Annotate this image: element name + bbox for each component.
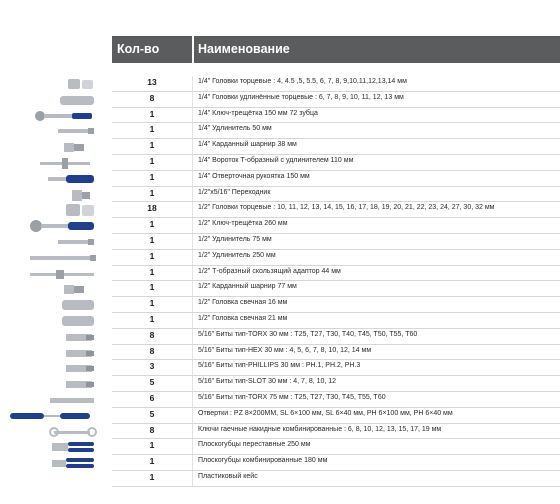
row-name: 1/4" Карданный шарнир 38 мм [198,141,297,149]
table-row [112,329,560,345]
row-name: 1/2" Головки торцевые : 10, 11, 12, 13, 14, 15, 16, 17, 18, 19, 20, 21, 22, 23, 24, 27, 30, 32 мм [198,204,495,212]
row-quantity: 1 [149,282,155,293]
row-name: Плоскогубцы комбинированные 180 мм [198,457,328,465]
table-row [112,424,560,440]
row-name: 1/4" Удлинитель 50 мм [198,125,272,133]
row-divider [192,250,193,265]
screwdrivers-icon [0,408,110,424]
row-divider [192,360,193,375]
combination-wrench-icon [0,424,110,440]
row-name: 5/16" Биты тип-PHILLIPS 30 мм : PH.1, PH.2, PH.3 [198,362,361,370]
row-name: Пластиковый кейс [198,472,258,480]
row-quantity: 1 [149,140,155,151]
row-name: 5/16" Биты тип-TORX 75 мм : T25, T27, T30, T45, T55, T60 [198,393,386,401]
row-divider [192,234,193,249]
row-name: 1/2"x5/16" Переходник [198,188,271,196]
row-quantity: 5 [149,377,155,388]
row-quantity: 8 [149,345,155,356]
row-quantity: 1 [149,124,155,135]
row-quantity: 8 [149,424,155,435]
row-divider [192,92,193,107]
row-name: 1/4" Вороток Т-образный с удлинителем 110 мм [198,156,354,164]
table-row [112,360,560,376]
row-quantity: 1 [149,250,155,261]
row-name: 1/2" Карданный шарнир 77 мм [198,283,297,291]
extension-bar-icon [0,234,110,250]
row-quantity: 1 [149,187,155,198]
table-row [112,139,560,155]
row-divider [192,455,193,470]
table-row [112,123,560,139]
row-name: 1/2" Т-образный скользящий адаптор 44 мм [198,267,341,275]
table-row [112,187,560,203]
row-divider [192,376,193,391]
row-divider [192,471,193,486]
table-row [112,202,560,218]
table-row [112,439,560,455]
ratchet-icon [0,108,110,124]
row-quantity: 1 [149,171,155,182]
table-row [112,471,560,487]
deep-socket-icon [0,92,110,108]
table-row [112,313,560,329]
row-quantity: 3 [149,361,155,372]
row-quantity: 1 [149,440,155,451]
row-divider [192,329,193,344]
row-name: 1/2" Удлинитель 250 мм [198,251,276,259]
table-row [112,108,560,124]
row-quantity: 5 [149,408,155,419]
table-row [112,281,560,297]
row-quantity: 1 [149,155,155,166]
table-row [112,297,560,313]
header-divider [192,36,194,63]
row-name: 5/16" Биты тип-SLOT 30 мм : 4, 7, 8, 10, 12 [198,378,337,386]
short-sockets-icon [0,76,110,92]
row-quantity: 1 [149,471,155,482]
large-ratchet-icon [0,218,110,234]
tool-icons-column [0,0,112,504]
table-row [112,76,560,92]
long-bit-icon [0,392,110,408]
table-row [112,392,560,408]
row-name: 1/2" Удлинитель 75 мм [198,235,272,243]
row-divider [192,139,193,154]
row-quantity: 1 [149,456,155,467]
row-name: 1/4" Ключ-трещётка 150 мм 72 зубца [198,109,318,117]
row-divider [192,266,193,281]
row-divider [192,345,193,360]
row-name: 1/2" Ключ-трещётка 260 мм [198,220,288,228]
header-quantity: Кол-во [117,42,160,56]
universal-joint-icon [0,139,110,155]
row-quantity: 6 [149,392,155,403]
table-row [112,218,560,234]
row-divider [192,108,193,123]
row-name: Отвертки : PZ 8×200ММ, SL 6×100 мм, SL 6×40 мм, PH 6×100 мм, PH 6×40 мм [198,409,453,417]
row-divider [192,281,193,296]
table-row [112,155,560,171]
row-quantity: 1 [149,266,155,277]
row-quantity: 1 [149,313,155,324]
row-name: 1/2" Головка свечная 16 мм [198,299,288,307]
row-name: 1/4" Отверточная рукоятка 150 мм [198,172,310,180]
table-header [112,36,560,63]
bit-icon [0,376,110,392]
table-row [112,266,560,282]
row-quantity: 1 [149,298,155,309]
table-row [112,250,560,266]
row-quantity: 1 [149,108,155,119]
row-divider [192,408,193,423]
slip-joint-pliers-icon [0,439,110,455]
row-quantity: 1 [149,219,155,230]
row-divider [192,313,193,328]
long-extension-icon [0,250,110,266]
header-name: Наименование [198,42,290,56]
table-body [112,76,560,487]
row-name: Плоскогубцы переставные 250 мм [198,441,311,449]
spark-plug-socket-icon [0,297,110,313]
row-quantity: 1 [149,234,155,245]
bit-icon [0,360,110,376]
row-quantity: 8 [149,329,155,340]
bit-icon [0,329,110,345]
bit-icon [0,345,110,361]
row-divider [192,202,193,217]
large-sockets-icon [0,202,110,218]
row-name: 1/4" Головки торцевые : 4, 4.5 ,5, 5.5, 6, 7, 8, 9,10,11,12,13,14 мм [198,78,407,85]
row-divider [192,171,193,186]
row-quantity: 18 [147,203,157,214]
row-quantity: 13 [147,77,157,87]
extension-bar-icon [0,123,110,139]
spark-plug-socket-icon [0,313,110,329]
row-divider [192,155,193,170]
row-divider [192,297,193,312]
row-divider [192,392,193,407]
table-row [112,92,560,108]
row-divider [192,123,193,138]
table-row [112,408,560,424]
table-row [112,171,560,187]
table-row [112,455,560,471]
row-name: 1/2" Головка свечная 21 мм [198,314,288,322]
table-row [112,376,560,392]
row-divider [192,76,193,91]
row-name: 5/16" Биты тип-TORX 30 мм : T25, T27, T30, T40, T45, T50, T55, T60 [198,330,418,338]
t-handle-icon [0,155,110,171]
row-name: 5/16" Биты тип-HEX 30 мм : 4, 5, 6, 7, 8, 10, 12, 14 мм [198,346,372,354]
row-divider [192,439,193,454]
row-name: Ключи гаечные накидные комбинированные : 6, 8, 10, 12, 13, 15, 17, 19 мм [198,425,442,433]
universal-joint-icon [0,281,110,297]
combination-pliers-icon [0,455,110,471]
row-quantity: 8 [149,92,155,103]
table-row [112,234,560,250]
row-divider [192,218,193,233]
screwdriver-handle-icon [0,171,110,187]
row-divider [192,424,193,439]
row-name: 1/4" Головки удлинённые торцевые : 6, 7, 8, 9, 10, 11, 12, 13 мм [198,93,404,101]
adapter-icon [0,187,110,203]
row-divider [192,187,193,202]
table-row [112,345,560,361]
sliding-t-bar-icon [0,266,110,282]
